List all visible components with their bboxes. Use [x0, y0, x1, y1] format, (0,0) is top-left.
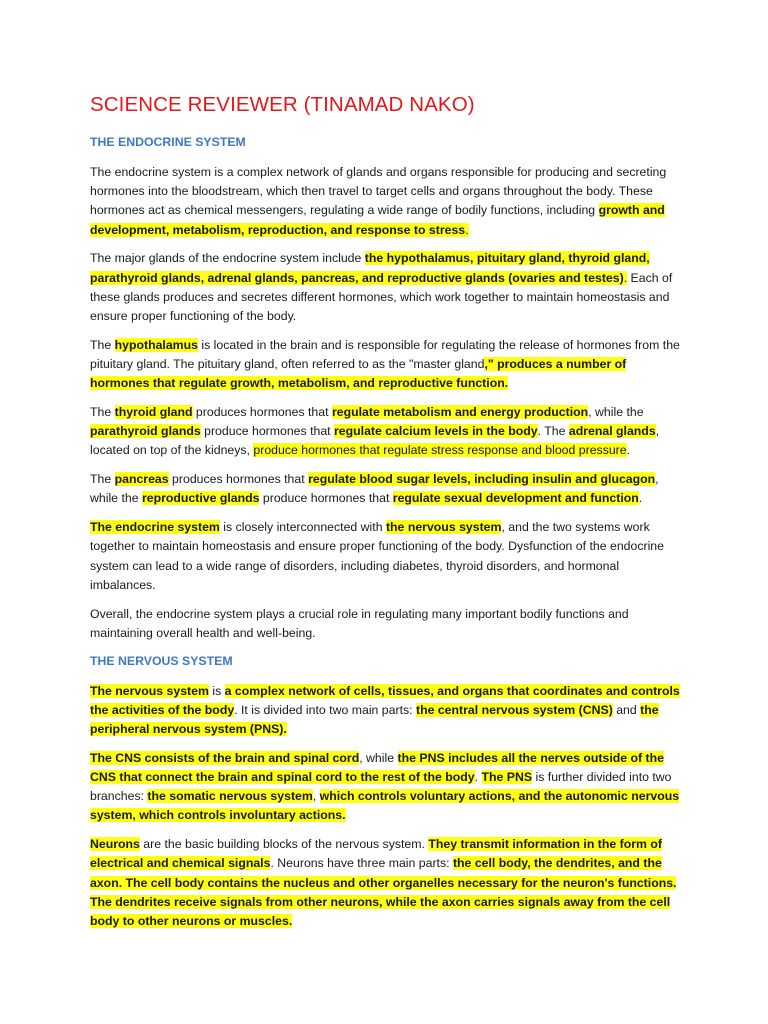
text-run: The	[90, 405, 115, 420]
highlighted-text: the PNS includes all the nerves outside of the CNS that connect the brain and spinal cord to the rest of the body	[90, 750, 664, 785]
paragraph	[90, 249, 680, 326]
text-run: , while the	[588, 405, 644, 420]
text-run: , while	[359, 750, 398, 765]
document-page	[90, 92, 680, 941]
highlighted-text: Neurons	[90, 837, 140, 852]
highlighted-text: pancreas	[114, 472, 169, 487]
highlighted-text: adrenal glands	[568, 424, 656, 439]
text-run: is located in the brain and is responsible for regulating the release of hormones from the pituitary gland. The pituitary gland, often referred to as the "master gland	[90, 337, 680, 372]
highlighted-text: regulate blood sugar levels, including insulin and glucagon	[308, 472, 656, 487]
highlighted-text: hypothalamus	[114, 337, 198, 352]
highlighted-text: the nervous system	[385, 520, 502, 535]
text-run: The major glands of the endocrine system include	[90, 251, 365, 266]
paragraph	[90, 403, 680, 461]
paragraph	[90, 518, 680, 595]
text-run: produces hormones that	[192, 405, 332, 420]
section-heading-endocrine: THE ENDOCRINE SYSTEM	[90, 135, 246, 149]
text-run: is further divided into two branches:	[90, 770, 672, 804]
highlighted-text: regulate metabolism and energy production	[331, 405, 589, 420]
highlighted-text: regulate calcium levels in the body	[334, 424, 538, 439]
highlighted-text: the somatic nervous system	[147, 789, 313, 804]
highlighted-text: reproductive glands	[141, 491, 260, 506]
text-run: ,	[312, 789, 320, 804]
text-run: The	[90, 472, 115, 487]
text-run: .	[626, 443, 631, 458]
paragraph	[90, 605, 680, 643]
section-body-nervous	[90, 682, 680, 932]
text-run: The	[90, 337, 115, 352]
text-run: is	[208, 683, 225, 698]
text-run: is closely interconnected with	[219, 520, 386, 535]
highlighted-text: .	[465, 222, 469, 237]
text-run: . Neurons have three main parts:	[270, 856, 453, 871]
highlighted-text: the peripheral nervous system (PNS).	[90, 702, 659, 737]
text-run: . It is divided into two main parts:	[234, 702, 416, 717]
text-run: , located on top of the kidneys,	[90, 424, 660, 458]
highlighted-text: regulate sexual development and function	[392, 491, 639, 506]
section-heading-nervous: THE NERVOUS SYSTEM	[90, 653, 233, 668]
paragraph	[90, 470, 680, 508]
highlighted-text: .	[623, 270, 628, 285]
text-run: Overall, the endocrine system plays a crucial role in regulating many important bodily functions and maintaining overall health and well-being.	[90, 606, 629, 640]
highlighted-text: the hypothalamus, pituitary gland, thyroid gland, parathyroid glands, adrenal glands, pancreas, and reproductive glands (ovaries and testes)	[90, 251, 650, 285]
paragraph	[90, 749, 680, 826]
highlighted-text: a complex network of cells, tissues, and organs that coordinates and controls the activities of the body	[90, 683, 680, 717]
text-run: .	[638, 491, 643, 506]
highlighted-text: parathyroid glands	[90, 424, 201, 439]
text-run: .	[474, 770, 482, 785]
paragraph	[90, 682, 680, 740]
highlighted-text: The PNS	[481, 770, 533, 785]
highlighted-text: ," produces a number of hormones that regulate growth, metabolism, and reproductive function.	[90, 357, 627, 391]
highlighted-text: growth and development, metabolism, reproduction, and response to stress	[90, 203, 665, 237]
highlighted-text: The endocrine system	[90, 520, 220, 535]
text-run: . The	[537, 424, 569, 439]
text-run: and	[612, 702, 641, 717]
highlighted-text: produce hormones that regulate stress response and blood pressure	[253, 443, 627, 458]
highlighted-text: The nervous system	[90, 683, 209, 698]
text-run: produce hormones that	[259, 491, 393, 506]
highlighted-text: which controls voluntary actions, and the autonomic nervous system, which controls involuntary actions.	[90, 789, 680, 823]
highlighted-text: They transmit information in the form of electrical and chemical signals	[90, 837, 662, 871]
highlighted-text: the central nervous system (CNS)	[415, 702, 613, 717]
text-run: , and the two systems work together to maintain homeostasis and ensure proper functioning of the body. Dysfunction of the endocrine system can lead to a wide range of disorders, including diabetes, thyroid disorders, and hormonal imbalances.	[90, 520, 664, 592]
paragraph	[90, 835, 680, 931]
text-run: , while the	[90, 472, 659, 506]
text-run: produce hormones that	[200, 424, 334, 439]
text-run: Each of these glands produces and secretes different hormones, which work together to maintain homeostasis and ensure proper functioning of the body.	[90, 270, 673, 324]
highlighted-text: thyroid gland	[114, 405, 193, 420]
text-run: are the basic building blocks of the nervous system.	[139, 837, 429, 852]
paragraph	[90, 336, 680, 394]
text-run: The endocrine system is a complex network of glands and organs responsible for producing and secreting hormones into the bloodstream, which then travel to target cells and organs throughout the body. These hormones act as chemical messengers, regulating a wide range of bodily functions, including	[90, 165, 667, 218]
paragraph	[90, 163, 680, 240]
text-run: produces hormones that	[168, 472, 309, 487]
section-body-endocrine	[90, 163, 680, 643]
highlighted-text: The CNS consists of the brain and spinal cord	[90, 750, 360, 765]
highlighted-text: the cell body, the dendrites, and the axon. The cell body contains the nucleus and other organelles necessary for the neuron's functions. The dendrites receive signals from other neurons, while the axon carries signals away from the cell body to other neurons or muscles.	[90, 856, 677, 929]
document-title: SCIENCE REVIEWER (TINAMAD NAKO)	[90, 93, 475, 116]
